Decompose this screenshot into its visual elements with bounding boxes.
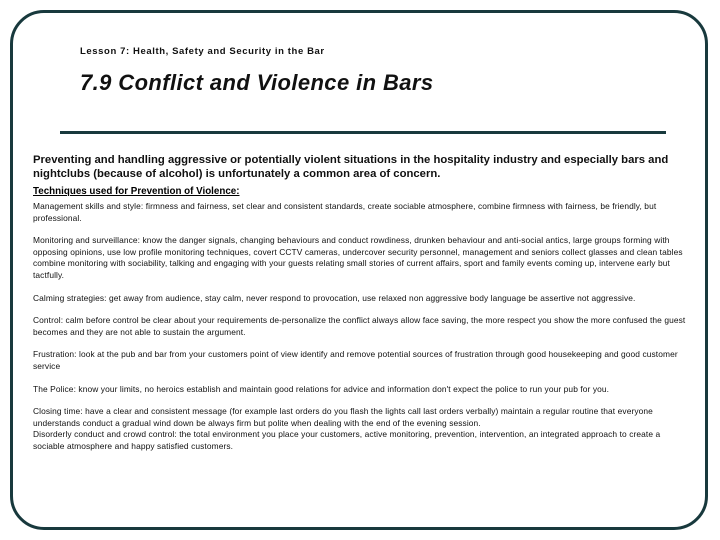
paragraph-calming: Calming strategies: get away from audience, stay calm, never respond to provocation, use relaxed non aggressive body language be assertive not aggressive. [33,292,636,303]
paragraph-management: Management skills and style: firmness and fairness, set clear and consistent standards, create sociable atmosphere, combine firmness with fairness, be friendly, but professional. [33,201,657,223]
paragraph-police: The Police: know your limits, no heroics establish and maintain good relations for advice and information don't expect the police to run your pub for you. [33,383,610,394]
paragraph-closing-time: Closing time: have a clear and consistent message (for example last orders do you flash the lights call last orders verbally) maintain a regular routine that everyone understands conduct a gradual wind down be always firm but polite when dealing with the end of the evening session. [33,406,653,428]
slide-body [33,153,693,453]
paragraph-monitoring: Monitoring and surveillance: know the danger signals, changing behaviours and conduct rowdiness, drunken behaviour and anti-social antics, large groups forming with opposing opinions, use low profile monitoring techniques, covert CCTV cameras, undercover security personnel, management and seniors collect glasses and clean tables combine monitoring with sociability, talking and engaging with your guests relating small stories of current affairs, sport and family events coming up, intervene early but tactfully. [33,235,683,280]
paragraph-frustration: Frustration: look at the pub and bar from your customers point of view identify and remove potential sources of frustration through good housekeeping and good customer service [33,349,678,371]
paragraph-disorderly-conduct: Disorderly conduct and crowd control: the total environment you place your customers, active monitoring, prevention, intervention, an integrated approach to create a sociable atmosphere and happy satisfied customers. [33,429,661,451]
section-subheading: Techniques used for Prevention of Violence: [33,186,240,197]
lesson-label: Lesson 7: Health, Safety and Security in the Bar [80,46,325,57]
paragraph-control: Control: calm before control be clear about your requirements de-personalize the conflict always allow face saving, the more respect you show the more confused the guest becomes and they are not able to sustain the argument. [33,315,686,337]
title-divider [60,131,666,134]
slide-title: 7.9 Conflict and Violence in Bars [80,70,434,95]
intro-text: Preventing and handling aggressive or potentially violent situations in the hospitality industry and especially bars and nightclubs (because of alcohol) is unfortunately a common area of concern. [33,154,669,180]
